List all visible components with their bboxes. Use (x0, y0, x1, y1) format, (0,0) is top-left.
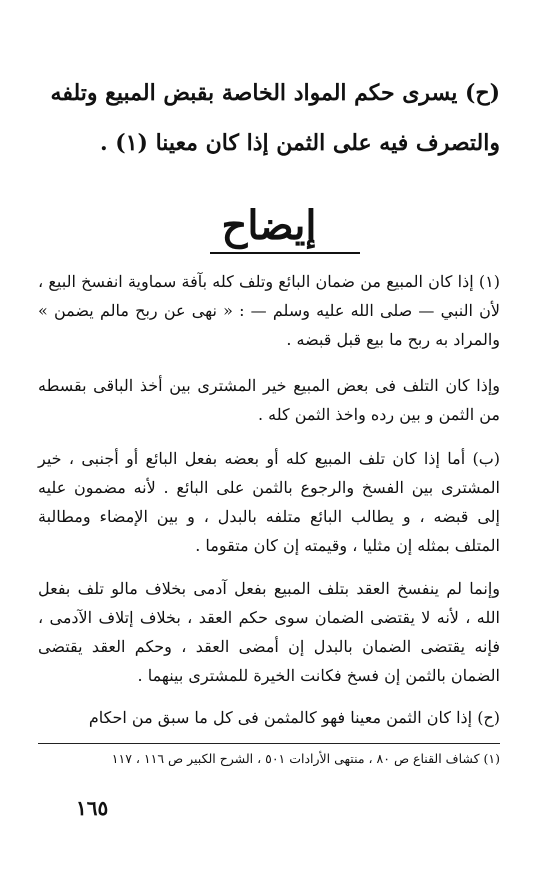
footnote-divider (38, 743, 500, 744)
explanation-paragraph-5: (ح) إذا كان الثمن معينا فهو كالمثمن فى كل ما سبق من احكام (88, 708, 500, 727)
explanation-paragraph-1: (١) إذا كان المبيع من ضمان البائع وتلف كله بآفة سماوية انفسخ البيع ، لأن النبي — صلى الله عليه وسلم — : « نهى عن ربح مالم يضمن » والمراد به ربح ما بيع قبل قبضه . (38, 272, 500, 349)
section-heading: إيضاح (221, 202, 317, 249)
footnote: (١) كشاف القناع ص ٨٠ ، منتهى الأرادات ٥٠١ ، الشرح الكبير ص ١١٦ ، ١١٧ (111, 751, 500, 766)
heading-underline (210, 252, 360, 254)
explanation-paragraph-3: (ب) أما إذا كان تلف المبيع كله أو بعضه بفعل البائع أو أجنبى ، خير المشترى بين الفسخ والرجوع بالثمن على البائع . لأنه مضمون عليه إلى قبضه ، و يطالب البائع متلفه بالبدل ، و بين الإمضاء ومطالبة المتلف بمثله إن مثليا ، وقيمته إن كان متقوما . (38, 449, 500, 555)
explanation-paragraph-2: وإذا كان التلف فى بعض المبيع خير المشترى بين أخذ الباقى بقسطه من الثمن و بين رده واخذ الثمن كله . (38, 376, 500, 424)
rule-text-intro: (ح) يسرى حكم المواد الخاصة بقبض المبيع وتلفه والتصرف فيه على الثمن إذا كان معينا (١) . (50, 80, 500, 156)
explanation-paragraph-4: وإنما لم ينفسخ العقد بتلف المبيع بفعل آدمى بخلاف مالو تلف بفعل الله ، لأنه لا يقتضى الضمان سوى حكم العقد ، بخلاف إتلاف الآدمى ، فإنه يقتضى الضمان بالبدل إن أمضى العقد ، وحكم العقد يقتضى الضمان بالثمن إن فسخ فكانت الخيرة للمشترى بينهما . (38, 579, 501, 685)
page-number: ١٦٥ (76, 796, 109, 820)
